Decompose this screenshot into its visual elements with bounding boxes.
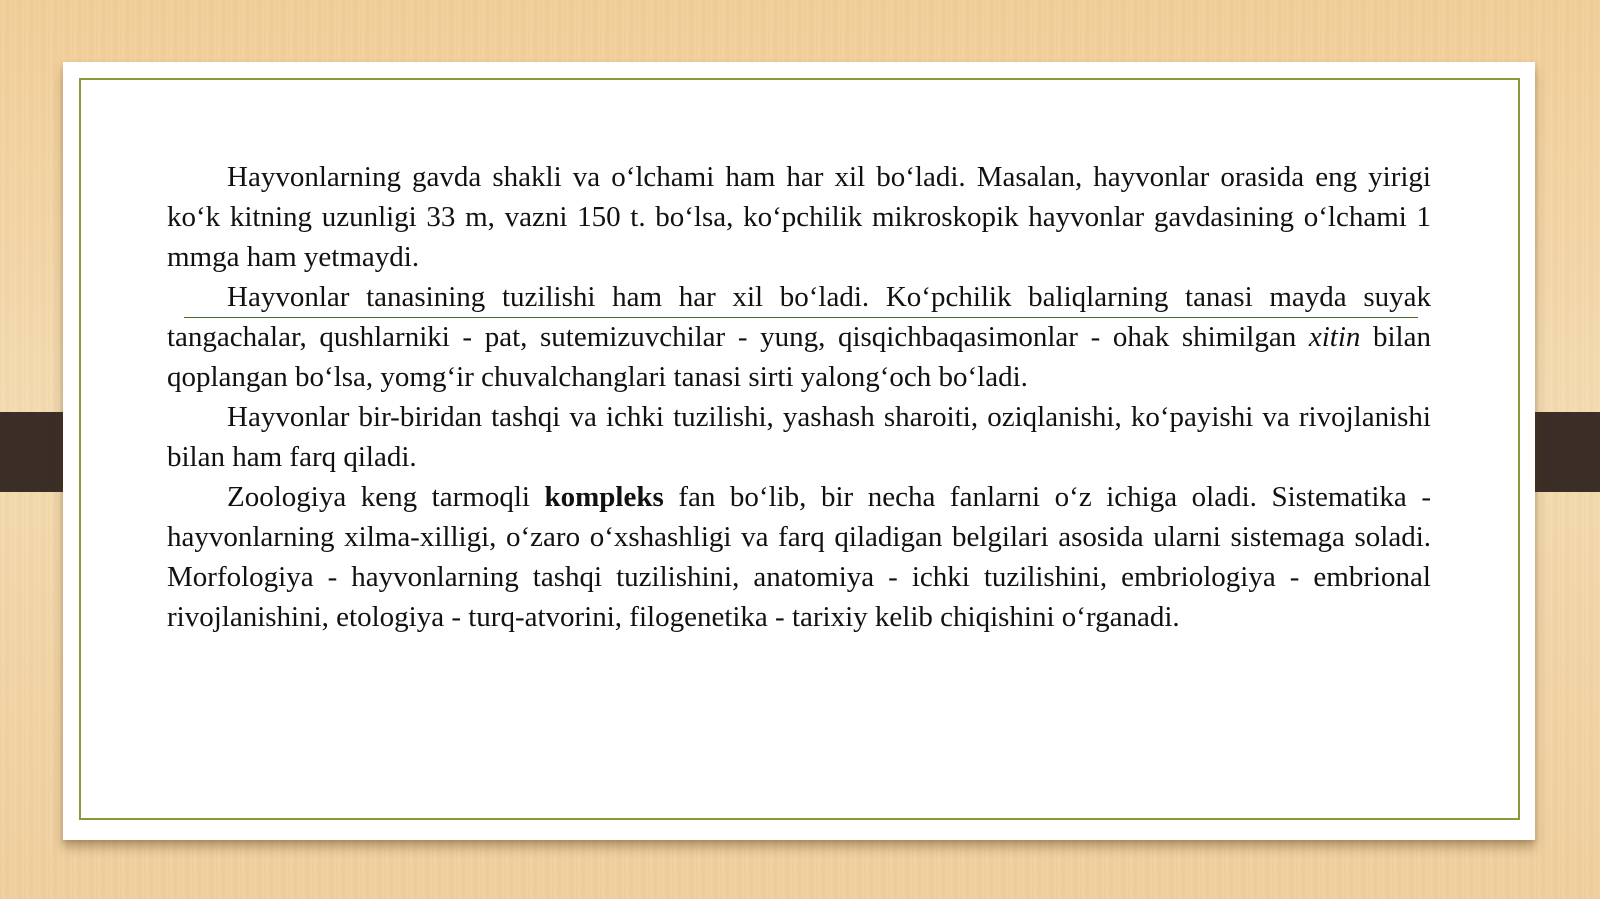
slide-text-body (167, 157, 1431, 637)
paragraph-text-before: Hayvonlar tanasining tuzilishi ham har xil bo‘ladi. Ko‘pchilik baliqlarning tanasi mayda suyak tangachalar, qushlarniki - pat, sutemizuvchilar - yung, qisqichbaqasimonlar - ohak shimilgan (167, 281, 1431, 353)
paragraph-text: Hayvonlar bir-biridan tashqi va ichki tuzilishi, yashash sharoiti, oziqlanishi, ko‘payishi va rivojlanishi bilan ham farq qiladi. (167, 401, 1431, 473)
bold-term-kompleks: kompleks (544, 481, 664, 513)
paragraph-differences (167, 397, 1431, 477)
paragraph-body-structure (167, 277, 1431, 397)
italic-term-xitin: xitin (1308, 321, 1361, 353)
paragraph-text-after: bilan qoplangan bo‘lsa, yomg‘ir chuvalchanglari tanasi sirti yalong‘och bo‘ladi. (167, 321, 1431, 393)
paragraph-text-after: fan bo‘lib, bir necha fanlarni o‘z ichiga oladi. Sistematika - hayvonlarning xilma-xilligi, o‘zaro o‘xshashligi va farq qiladigan belgilari asosida ularni sistemaga soladi. Morfologiya - hayvonlarning tashqi tuzilishini, anatomiya - ichki tuzilishini, embriologiya - embrional rivojlanishini, etologiya - turq-atvorini, filogenetika - tarixiy kelib chiqishini o‘rganadi. (167, 481, 1431, 633)
paragraph-text-before: Zoologiya keng tarmoqli (227, 481, 545, 513)
paragraph-text: Hayvonlarning gavda shakli va o‘lchami ham har xil bo‘ladi. Masalan, hayvonlar orasida eng yirigi ko‘k kitning uzunligi 33 m, vazni 150 t. bo‘lsa, ko‘pchilik mikroskopik hayvonlar gavdasining o‘lchami 1 mmga ham yetmaydi. (167, 161, 1431, 273)
paragraph-body-size (167, 157, 1431, 277)
paragraph-zoology-branches (167, 477, 1431, 637)
underline-rule (184, 317, 1418, 318)
